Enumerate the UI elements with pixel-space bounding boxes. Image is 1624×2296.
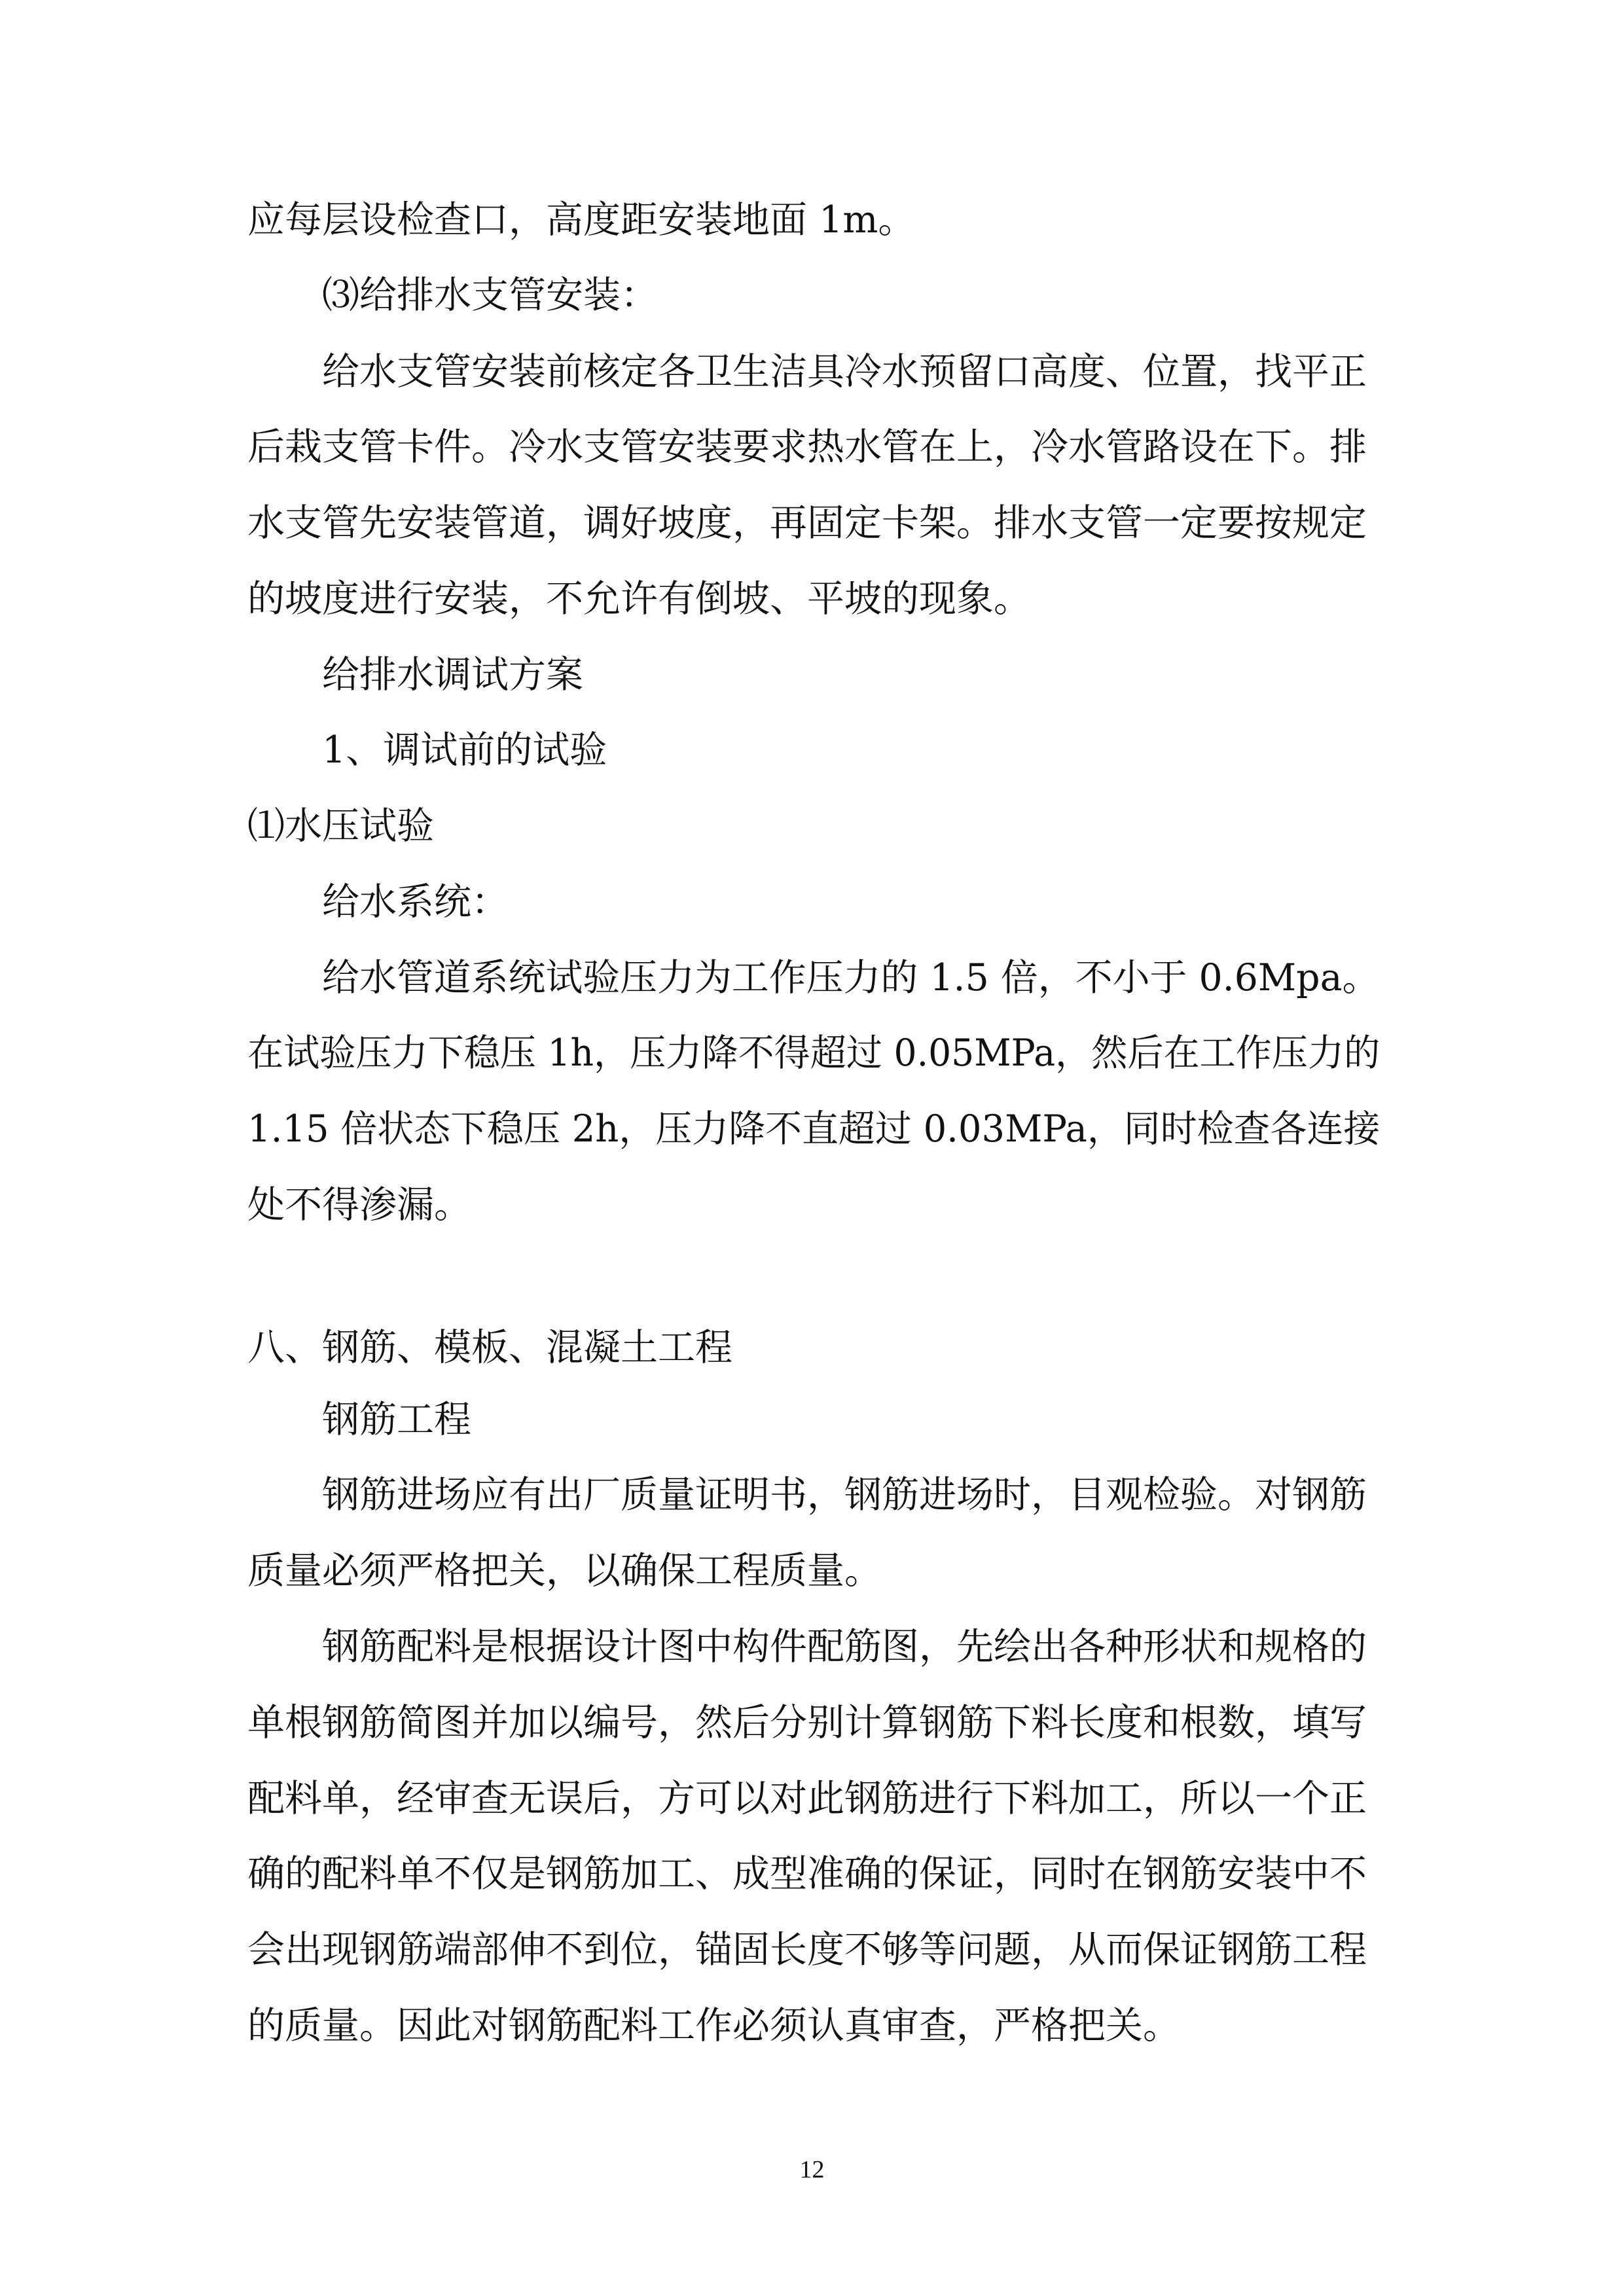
chapter-heading: 八、钢筋、模板、混凝土工程 bbox=[247, 1326, 732, 1369]
page-number: 12 bbox=[799, 2156, 825, 2183]
text-line: 给水管道系统试验压力为工作压力的 1.5 倍，不小于 0.6Mpa。 bbox=[322, 956, 1380, 999]
text-line: 质量必须严格把关，以确保工程质量。 bbox=[247, 1549, 882, 1592]
text-line: 在试验压力下稳压 1h，压力降不得超过 0.05MPa，然后在工作压力的 bbox=[247, 1031, 1380, 1075]
text-line: 1.15 倍状态下稳压 2h，压力降不直超过 0.03MPa，同时检查各连接 bbox=[247, 1107, 1380, 1151]
text-line: 给水支管安装前核定各卫生洁具冷水预留口高度、位置，找平正 bbox=[322, 350, 1367, 393]
text-line: 钢筋进场应有出厂质量证明书，钢筋进场时，目观检验。对钢筋 bbox=[322, 1473, 1367, 1516]
text-line: 钢筋配料是根据设计图中构件配筋图，先绘出各种形状和规格的 bbox=[322, 1625, 1367, 1668]
text-line: 配料单，经审查无误后，方可以对此钢筋进行下料加工，所以一个正 bbox=[247, 1777, 1367, 1820]
text-line: ⑶给排水支管安装： bbox=[322, 274, 658, 317]
text-line: 单根钢筋简图并加以编号，然后分别计算钢筋下料长度和根数，填写 bbox=[247, 1701, 1367, 1744]
text-line: 会出现钢筋端部伸不到位，锚固长度不够等问题，从而保证钢筋工程 bbox=[247, 1928, 1367, 1971]
text-line: 应每层设检查口，高度距安装地面 1m。 bbox=[247, 198, 916, 242]
section-heading: 钢筋工程 bbox=[322, 1398, 471, 1441]
text-line: 水支管先安装管道，调好坡度，再固定卡架。排水支管一定要按规定 bbox=[247, 501, 1367, 545]
text-line: 确的配料单不仅是钢筋加工、成型准确的保证，同时在钢筋安装中不 bbox=[247, 1852, 1367, 1895]
section-heading: 给排水调试方案 bbox=[322, 653, 583, 696]
text-line: 的坡度进行安装，不允许有倒坡、平坡的现象。 bbox=[247, 577, 1031, 620]
text-line: 的质量。因此对钢筋配料工作必须认真审查，严格把关。 bbox=[247, 2004, 1180, 2047]
text-line: 给水系统： bbox=[322, 880, 509, 924]
section-heading: ⑴水压试验 bbox=[247, 804, 434, 848]
text-line: 后栽支管卡件。冷水支管安装要求热水管在上，冷水管路设在下。排 bbox=[247, 425, 1367, 469]
text-line: 处不得渗漏。 bbox=[247, 1183, 471, 1227]
section-heading: 1、调试前的试验 bbox=[322, 728, 607, 772]
